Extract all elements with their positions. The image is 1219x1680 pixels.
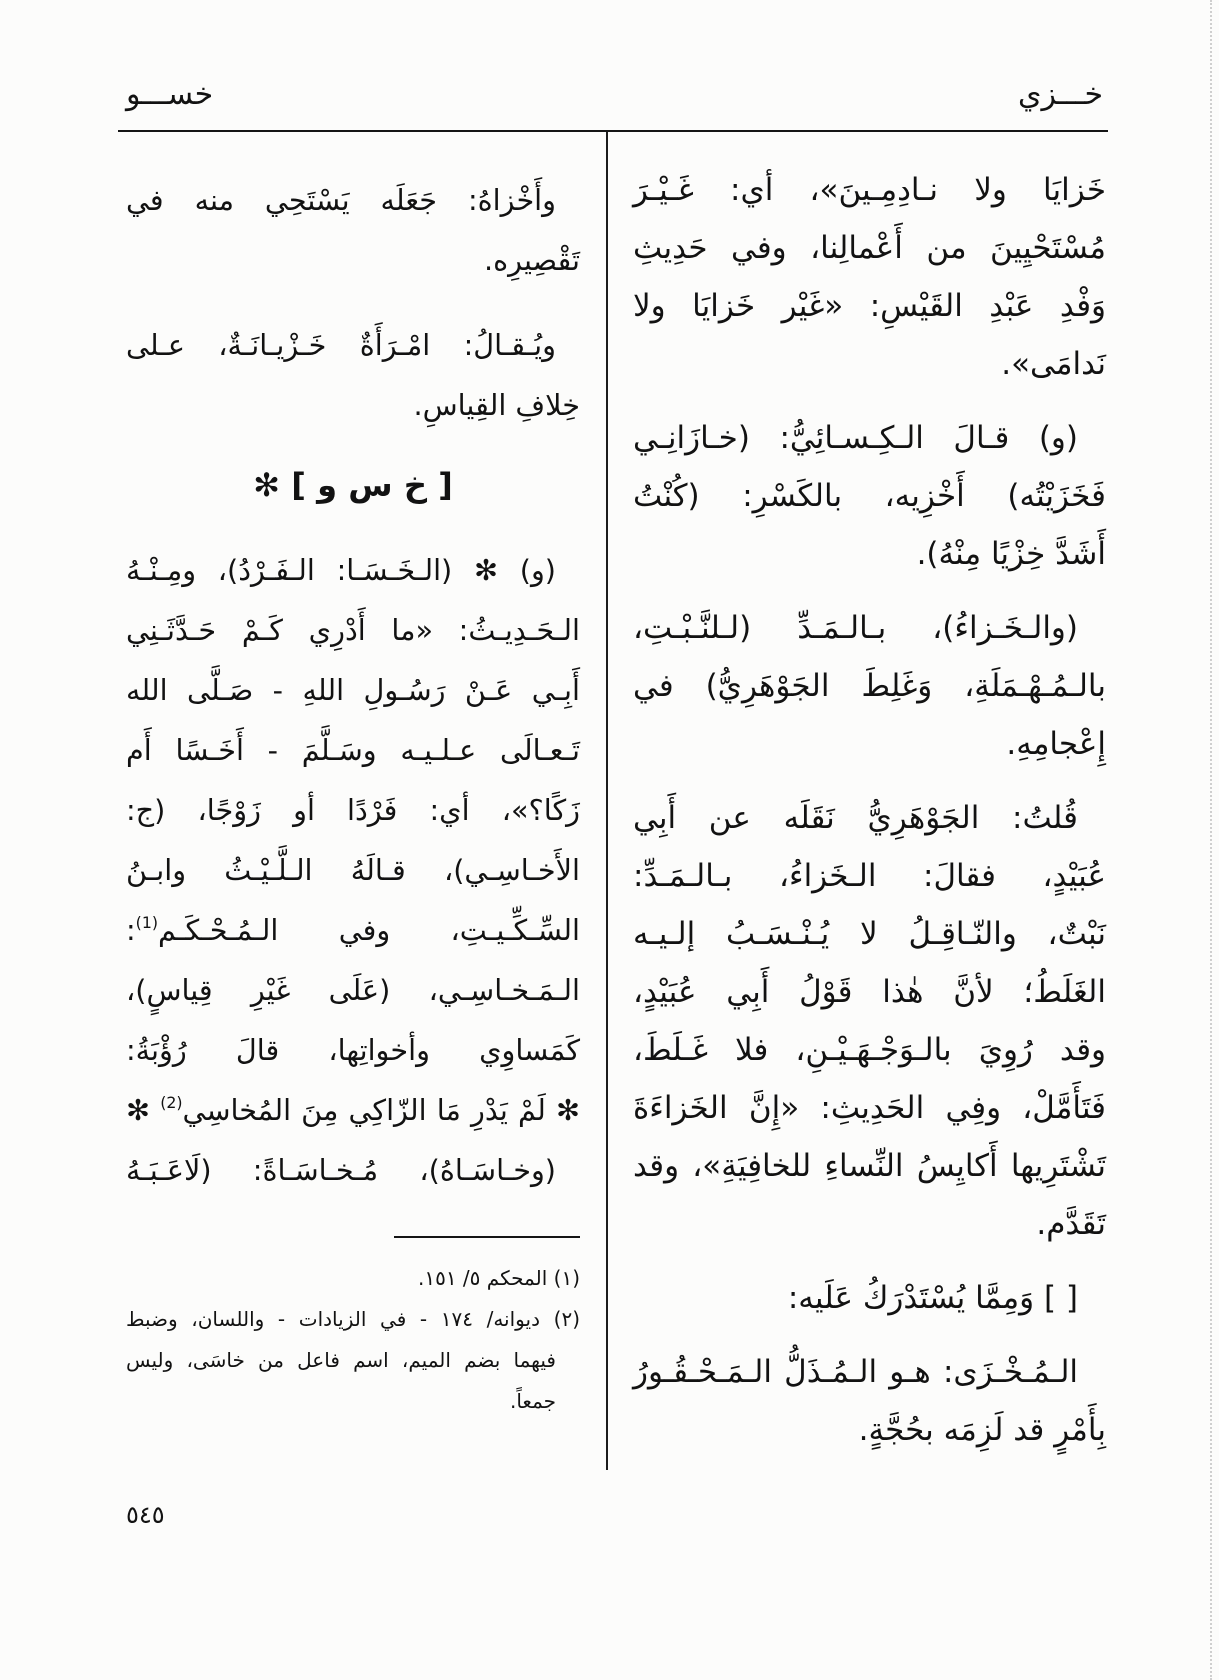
text-line: زَكًا؟»، أي: فَرْدًا أو زَوْجًا، (ج: xyxy=(126,793,580,827)
text-line: خَزايَا ولا نـادِمِـينَ»، أي: غَـيْـرَ xyxy=(633,172,1106,208)
footnote-continuation: فيهما بضم الميم، اسم فاعل من خاسَى، وليس xyxy=(126,1348,556,1372)
footnote-reference: (2) xyxy=(160,1093,183,1113)
text-line: قُلتُ: الجَوْهَرِيُّ نَقَلَه عن أَبِي xyxy=(633,800,1078,836)
text-line: نَبْتٌ، والنّـاقِـلُ لا يُـنْـسَـبُ إلـيـه xyxy=(633,916,1106,952)
text-line: (والـخَـزاءُ)، بـالـمَـدِّ (لـلنَّـبْـتِ، xyxy=(633,610,1078,646)
running-head-left: خســـو xyxy=(126,77,214,112)
text-line: (وخـاسَـاهُ)، مُـخـاسَـاةً: (لَاعَـبَـهُ xyxy=(126,1153,556,1187)
text-line: كَمَساوِي وأخواتِها، قالَ رُؤْبَةُ: xyxy=(126,1033,580,1067)
text-line: تَقَدَّم. xyxy=(1036,1206,1106,1242)
text-line: مُسْتَحْيِينَ من أَعْمالِنا، وفي حَدِيثِ xyxy=(633,230,1106,266)
text-line: الـمُـخْـزَى: هـو الـمُـذَلُّ الـمَـحْـقُـورُ xyxy=(633,1354,1078,1390)
text-line: (و) ✻ (الـخَـسَـا: الـفَـرْدُ)، ومِـنْـهُ xyxy=(126,553,556,587)
text-line: إِعْجامِهِ. xyxy=(1006,726,1106,762)
text-line: نَدامَى». xyxy=(1001,346,1106,382)
footnote-continuation: جمعاً. xyxy=(509,1389,556,1413)
entry-heading: [ خ س و ] ✻ xyxy=(253,466,453,504)
text-line xyxy=(126,900,580,960)
column-divider xyxy=(606,132,608,1470)
text-line: تَـعـالَى عـلـيـه وسَـلَّمَ - أَخَـسًا أَم xyxy=(126,733,580,767)
footnote-marker: (٢) xyxy=(553,1307,580,1331)
text-line: عُبَيْدٍ، فقالَ: الـخَزاءُ، بـالـمَـدِّ: xyxy=(633,858,1106,894)
scan-edge-artifact xyxy=(1210,0,1212,1680)
text-line: وأَخْزاهُ: جَعَلَه يَسْتَحِي منه في xyxy=(126,183,556,217)
footnote-text: المحكم ٥/ ١٥١. xyxy=(417,1266,548,1290)
text-line: الـمَـخـاسِـي، (عَلَى غَيْرِ قِياسٍ)، xyxy=(126,973,580,1007)
line-text: : xyxy=(126,913,136,947)
text-line: بِأَمْرٍ قد لَزِمَه بحُجَّةٍ. xyxy=(858,1412,1106,1448)
text-line: أَشَدَّ خِزْيًا مِنْهُ). xyxy=(916,536,1106,572)
line-text: السِّـكِّـيـتِ، وفي الـمُـحْـكَـم xyxy=(158,913,580,947)
text-line: (و) قـالَ الـكِـسـائِيُّ: (خـازَانِـي xyxy=(633,420,1078,456)
header-rule xyxy=(118,130,1108,132)
text-line: الأَخـاسِـي)، قـالَهُ الـلَّـيْـثُ وابـنُ xyxy=(126,853,580,887)
footnote-reference: (1) xyxy=(135,913,159,933)
footnote-text: ديوانه/ ١٧٤ - في الزيادات - واللسان، وضبط xyxy=(126,1307,540,1331)
text-line: وقد رُوِيَ بالـوَجْـهَـيْـنِ، فلا غَـلَطَ، xyxy=(633,1032,1106,1068)
footnote-rule xyxy=(394,1236,580,1238)
text-line: تَقْصِيرِه. xyxy=(483,243,580,277)
text-line: الغَلَطُ؛ لأنَّ هٰذا قَوْلُ أَبِي عُبَيْدٍ، xyxy=(633,974,1106,1010)
footnote xyxy=(126,1299,580,1340)
footnote xyxy=(126,1258,580,1299)
text-line: ويُـقـالُ: امْـرَأَةٌ خَـزْيـانَـةٌ، عـلى xyxy=(126,328,556,362)
verse-line xyxy=(126,1080,580,1140)
running-head-right: خـــزي xyxy=(1018,77,1103,112)
line-text: ✻ xyxy=(126,1093,161,1127)
right-column xyxy=(633,161,1106,1459)
left-column xyxy=(126,170,580,1200)
line-text: ✻ لَمْ يَدْرِ مَا الزّاكِي مِنَ المُخاسِي xyxy=(182,1093,581,1127)
text-line: فَخَزَيْتُه) أَخْزِيه، بالكَسْرِ: (كُنْتُ xyxy=(633,478,1106,514)
footnotes xyxy=(126,1258,580,1422)
text-line: خِلافِ القِياسِ. xyxy=(413,388,580,422)
text-line: الـحَـدِيـثُ: «ما أَدْرِي كَـمْ حَـدَّثَـنِي xyxy=(126,613,580,647)
text-line: تَشْتَرِيها أَكايِسُ النِّساءِ للخافِيَةِ»، وقد xyxy=(633,1148,1106,1184)
addendum-heading-line: [ ] وَمِمَّا يُسْتَدْرَكُ عَلَيه: xyxy=(787,1280,1078,1316)
text-line: بالـمُـهْـمَلَةِ، وَغَلِطَ الجَوْهَرِيُّ) في xyxy=(633,668,1106,704)
text-line: وَفْدِ عَبْدِ القَيْسِ: «غَيْر خَزايَا ولا xyxy=(633,288,1106,324)
text-line: أَبِـي عَـنْ رَسُـولِ اللهِ - صَـلَّى الله xyxy=(126,673,580,707)
text-line: فَتَأَمَّلْ، وفِي الحَدِيثِ: «إِنَّ الخَزاءَةَ xyxy=(633,1090,1106,1126)
page-number: ٥٤٥ xyxy=(126,1501,165,1529)
footnote-marker: (١) xyxy=(553,1266,580,1290)
